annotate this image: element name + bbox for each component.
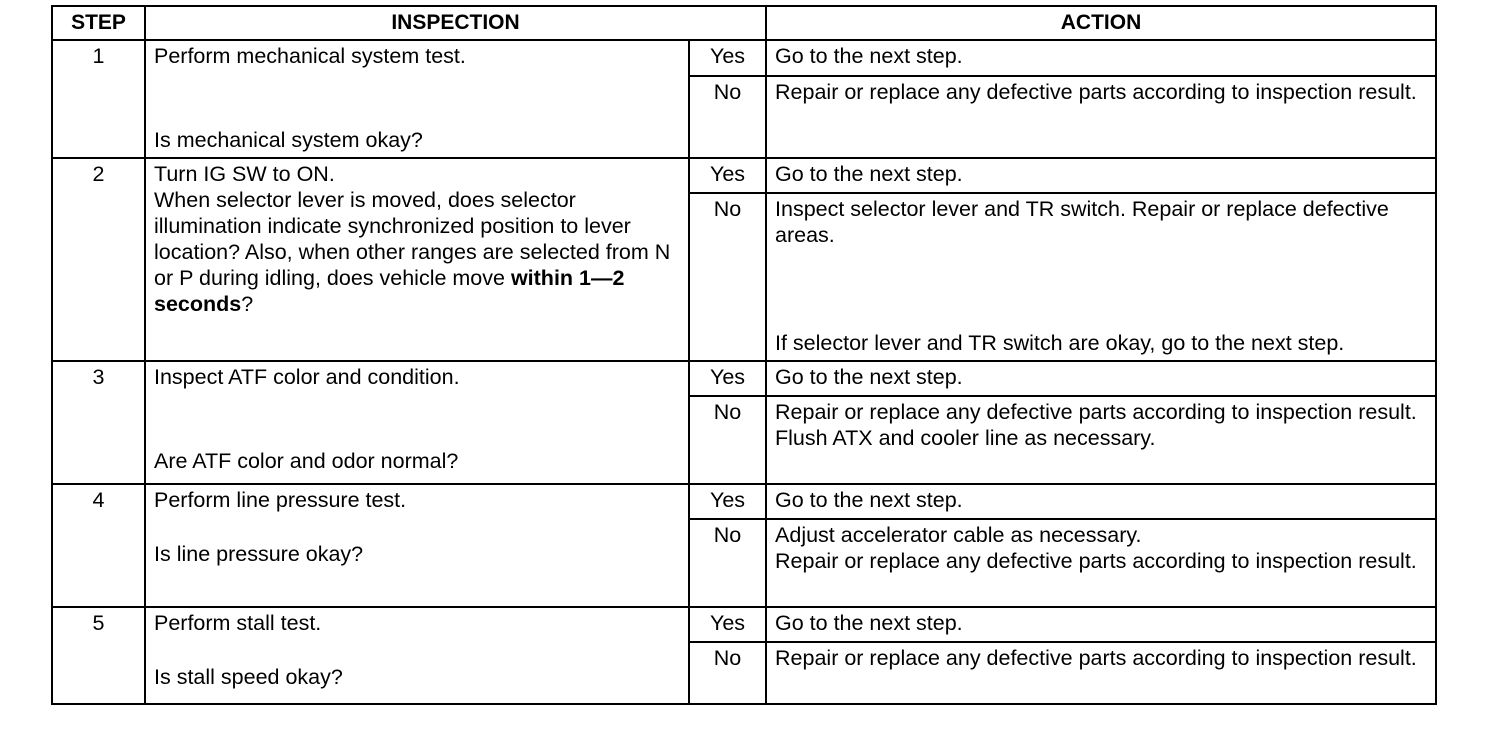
step-number: 1 [52, 40, 145, 158]
inspection-cell [145, 158, 689, 361]
inspection-cell [145, 361, 689, 484]
yes-label: Yes [689, 40, 766, 76]
inspection-test: Inspect ATF color and condition. [154, 365, 460, 389]
step-5-yes-row [52, 607, 1436, 642]
no-label: No [689, 642, 766, 704]
inspection-question: Is stall speed okay? [154, 665, 343, 689]
yes-label: Yes [689, 158, 766, 193]
no-action-line: Repair or replace any defective parts according to inspection result. [775, 79, 1417, 104]
yes-label: Yes [689, 361, 766, 396]
step-2-yes-row [52, 158, 1436, 193]
question-text: When selector lever is moved, does selector illumination indicate synchronized position to lever location? Also, when other ranges are selected from N or P during idling, does vehicle move [154, 188, 671, 290]
no-label: No [689, 519, 766, 607]
no-action-line: Flush ATX and cooler line as necessary. [775, 426, 1156, 450]
no-label: No [689, 396, 766, 484]
no-action [766, 519, 1436, 607]
no-action-line: Adjust accelerator cable as necessary. [775, 523, 1142, 547]
inspection-question [154, 187, 680, 317]
no-action-footer: If selector lever and TR switch are okay, go to the next step. [775, 331, 1345, 355]
inspection-question: Is mechanical system okay? [154, 128, 423, 152]
step-number: 2 [52, 158, 145, 361]
header-step: STEP [52, 6, 145, 40]
inspection-question: Is line pressure okay? [154, 542, 364, 566]
question-end: ? [241, 292, 254, 316]
no-action [766, 76, 1436, 158]
no-action-line: Repair or replace any defective parts according to inspection result. [775, 400, 1417, 424]
inspection-cell [145, 40, 689, 158]
no-action [766, 642, 1436, 704]
step-4-yes-row [52, 484, 1436, 519]
step-number: 4 [52, 484, 145, 607]
no-action [766, 193, 1436, 361]
troubleshooting-table [51, 5, 1437, 705]
no-action-line: Repair or replace any defective parts according to inspection result. [775, 646, 1417, 670]
header-inspection: INSPECTION [145, 6, 766, 40]
inspection-test: Perform stall test. [154, 611, 322, 635]
step-1-yes-row [52, 40, 1436, 76]
header-row [52, 6, 1436, 40]
yes-label: Yes [689, 607, 766, 642]
inspection-test: Perform mechanical system test. [154, 44, 466, 68]
header-action: ACTION [766, 6, 1436, 40]
inspection-test: Turn IG SW to ON. [154, 162, 335, 186]
inspection-cell [145, 484, 689, 607]
step-number: 3 [52, 361, 145, 484]
no-action-line: Inspect selector lever and TR switch. Repair or replace defective areas. [775, 197, 1389, 247]
yes-action: Go to the next step. [766, 158, 1436, 193]
yes-action: Go to the next step. [766, 607, 1436, 642]
no-action [766, 396, 1436, 484]
step-number: 5 [52, 607, 145, 704]
inspection-question: Are ATF color and odor normal? [154, 449, 459, 473]
yes-action: Go to the next step. [766, 484, 1436, 519]
yes-action: Go to the next step. [766, 361, 1436, 396]
no-label: No [689, 193, 766, 361]
no-label: No [689, 76, 766, 158]
inspection-cell [145, 607, 689, 704]
step-3-yes-row [52, 361, 1436, 396]
no-action-line: Repair or replace any defective parts according to inspection result. [775, 549, 1417, 573]
yes-action: Go to the next step. [766, 40, 1436, 76]
yes-label: Yes [689, 484, 766, 519]
question-emphasis: within 1—2 seconds [154, 266, 625, 316]
inspection-test: Perform line pressure test. [154, 488, 407, 512]
